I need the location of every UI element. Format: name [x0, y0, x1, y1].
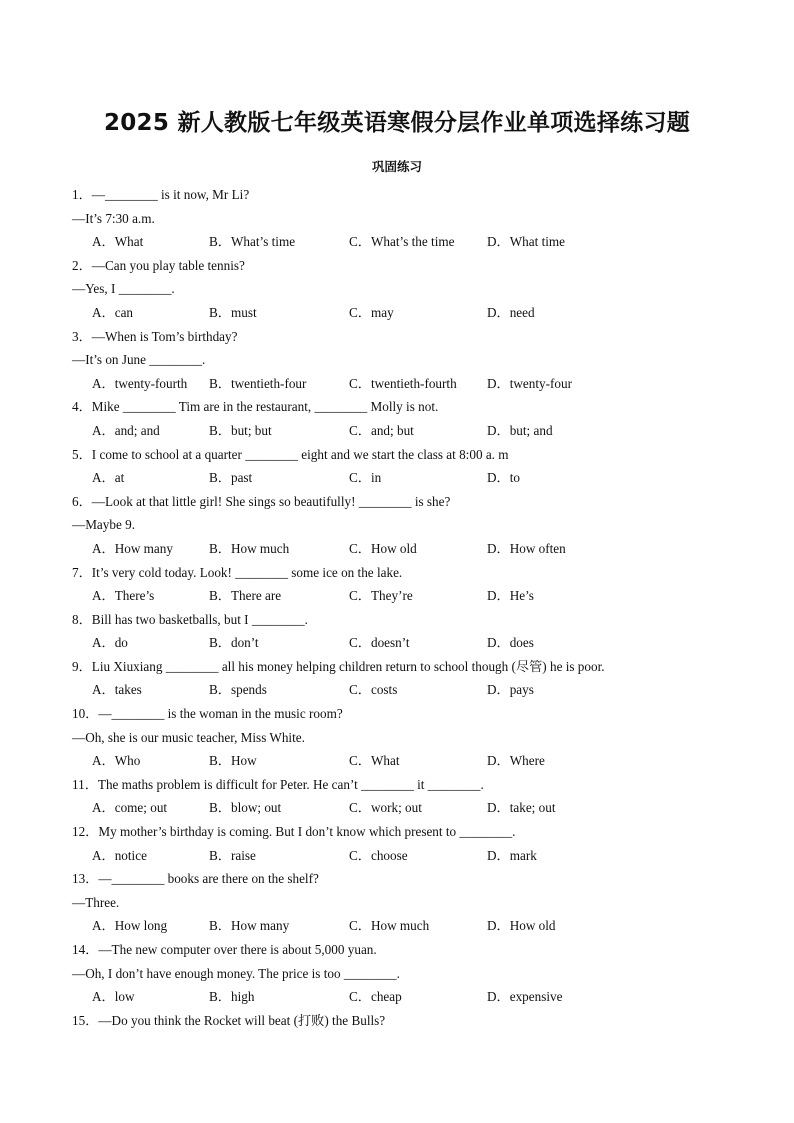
answer-option: D．Where [487, 753, 545, 769]
answer-options [72, 844, 752, 868]
answer-option: C．How much [349, 918, 430, 934]
answer-option: A．low [92, 989, 135, 1005]
answer-option: D．take; out [487, 800, 556, 816]
answer-option: C．costs [349, 682, 398, 698]
answer-options [72, 537, 752, 561]
question-stem: 6．—Look at that little girl! She sings so beautifully! ________ is she? [72, 493, 451, 509]
answer-option: D．pays [487, 682, 534, 698]
answer-option: D．twenty-four [487, 375, 572, 391]
answer-option: D．expensive [487, 989, 563, 1005]
dialogue-reply: —Yes, I ________. [72, 281, 175, 297]
answer-options [72, 230, 752, 254]
answer-option: A．Who [92, 753, 141, 769]
question-list [72, 183, 752, 1032]
answer-option: B．How [209, 753, 257, 769]
answer-option: D．need [487, 304, 535, 320]
answer-option: B．What’s time [209, 234, 296, 250]
question-stem: 1．—________ is it now, Mr Li? [72, 187, 250, 202]
question-stem: 7．It’s very cold today. Look! ________ some ice on the lake. [72, 564, 403, 580]
answer-option: A．come; out [92, 800, 168, 816]
question-stem: 5．I come to school at a quarter ________ eight and we start the class at 8:00 a. m [72, 446, 509, 462]
question-stem: 13．—________ books are there on the shelf? [72, 871, 319, 887]
question-stem: 10．—________ is the woman in the music room? [72, 706, 343, 722]
question-stem: 4．Mike ________ Tim are in the restaurant, ________ Molly is not. [72, 399, 439, 415]
answer-option: A．How long [92, 918, 168, 934]
dialogue-reply: —Oh, she is our music teacher, Miss White. [72, 729, 305, 745]
answer-option: A．How many [92, 540, 173, 556]
answer-option: B．How many [209, 918, 290, 934]
page-title: 2025 新人教版七年级英语寒假分层作业单项选择练习题 [103, 110, 691, 136]
dialogue-reply: —It’s on June ________. [72, 352, 206, 368]
answer-option: B．twentieth-four [209, 375, 307, 391]
answer-option: A．There’s [92, 588, 155, 604]
answer-option: D．What time [487, 234, 566, 250]
question-stem: 14．—The new computer over there is about 5,000 yuan. [72, 942, 377, 957]
section-heading: 巩固练习 [371, 159, 422, 174]
answer-option: B．spends [209, 682, 267, 698]
question-stem: 12．My mother’s birthday is coming. But I don’t know which present to ________. [72, 824, 516, 840]
answer-option: A．can [92, 304, 134, 320]
answer-option: B．There are [209, 588, 282, 604]
question-stem: 2．—Can you play table tennis? [72, 257, 245, 273]
answer-option: A．do [92, 635, 128, 651]
dialogue-reply: —Three. [72, 894, 120, 910]
answer-options [72, 301, 752, 325]
answer-option: C．They’re [349, 588, 413, 604]
answer-option: A．notice [92, 847, 147, 863]
answer-option: C．cheap [349, 989, 402, 1005]
answer-option: A．and; and [92, 422, 160, 438]
answer-option: C．and; but [349, 422, 414, 438]
answer-options [72, 419, 752, 443]
answer-option: C．may [349, 304, 394, 320]
answer-option: C．doesn’t [349, 635, 410, 651]
answer-options [72, 631, 752, 655]
answer-option: A．twenty-fourth [92, 375, 188, 391]
question-stem: 15．—Do you think the Rocket will beat (打败) the Bulls? [72, 1012, 386, 1028]
question-stem: 8．Bill has two basketballs, but I ________. [72, 611, 308, 627]
answer-option: C．choose [349, 847, 408, 863]
answer-option: B．but; but [209, 422, 272, 438]
answer-option: B．past [209, 470, 253, 486]
answer-option: D．mark [487, 847, 537, 863]
answer-options [72, 678, 752, 702]
answer-option: A．What [92, 234, 144, 250]
answer-option: D．He’s [487, 588, 534, 604]
answer-option: B．How much [209, 540, 290, 556]
answer-option: B．blow; out [209, 800, 282, 816]
answer-option: C．in [349, 470, 382, 486]
answer-option: D．How old [487, 918, 556, 934]
dialogue-reply: —Maybe 9. [72, 517, 135, 533]
answer-option: D．does [487, 635, 534, 651]
dialogue-reply: —It’s 7:30 a.m. [72, 210, 155, 226]
question-stem: 3．—When is Tom’s birthday? [72, 328, 238, 344]
dialogue-reply: —Oh, I don’t have enough money. The price is too ________. [72, 965, 400, 981]
answer-options [72, 466, 752, 490]
question-stem: 11．The maths problem is difficult for Peter. He can’t ________ it ________. [72, 776, 484, 792]
answer-option: B．don’t [209, 635, 259, 651]
answer-options [72, 985, 752, 1009]
answer-option: D．How often [487, 540, 566, 556]
answer-option: B．high [209, 989, 255, 1005]
question-stem: 9．Liu Xiuxiang ________ all his money helping children return to school though (尽管) he is poor. [72, 658, 605, 674]
answer-option: B．raise [209, 847, 256, 863]
answer-option: C．How old [349, 540, 417, 556]
answer-options [72, 914, 752, 938]
answer-option: C．What’s the time [349, 234, 455, 250]
answer-option: A．at [92, 470, 125, 486]
answer-options [72, 749, 752, 773]
answer-options [72, 372, 752, 396]
answer-option: C．twentieth-fourth [349, 375, 457, 391]
answer-option: D．to [487, 470, 520, 486]
answer-option: B．must [209, 304, 257, 320]
answer-option: C．work; out [349, 800, 422, 816]
answer-options [72, 584, 752, 608]
answer-options [72, 796, 752, 820]
answer-option: D．but; and [487, 422, 553, 438]
answer-option: C．What [349, 753, 400, 769]
answer-option: A．takes [92, 682, 142, 698]
